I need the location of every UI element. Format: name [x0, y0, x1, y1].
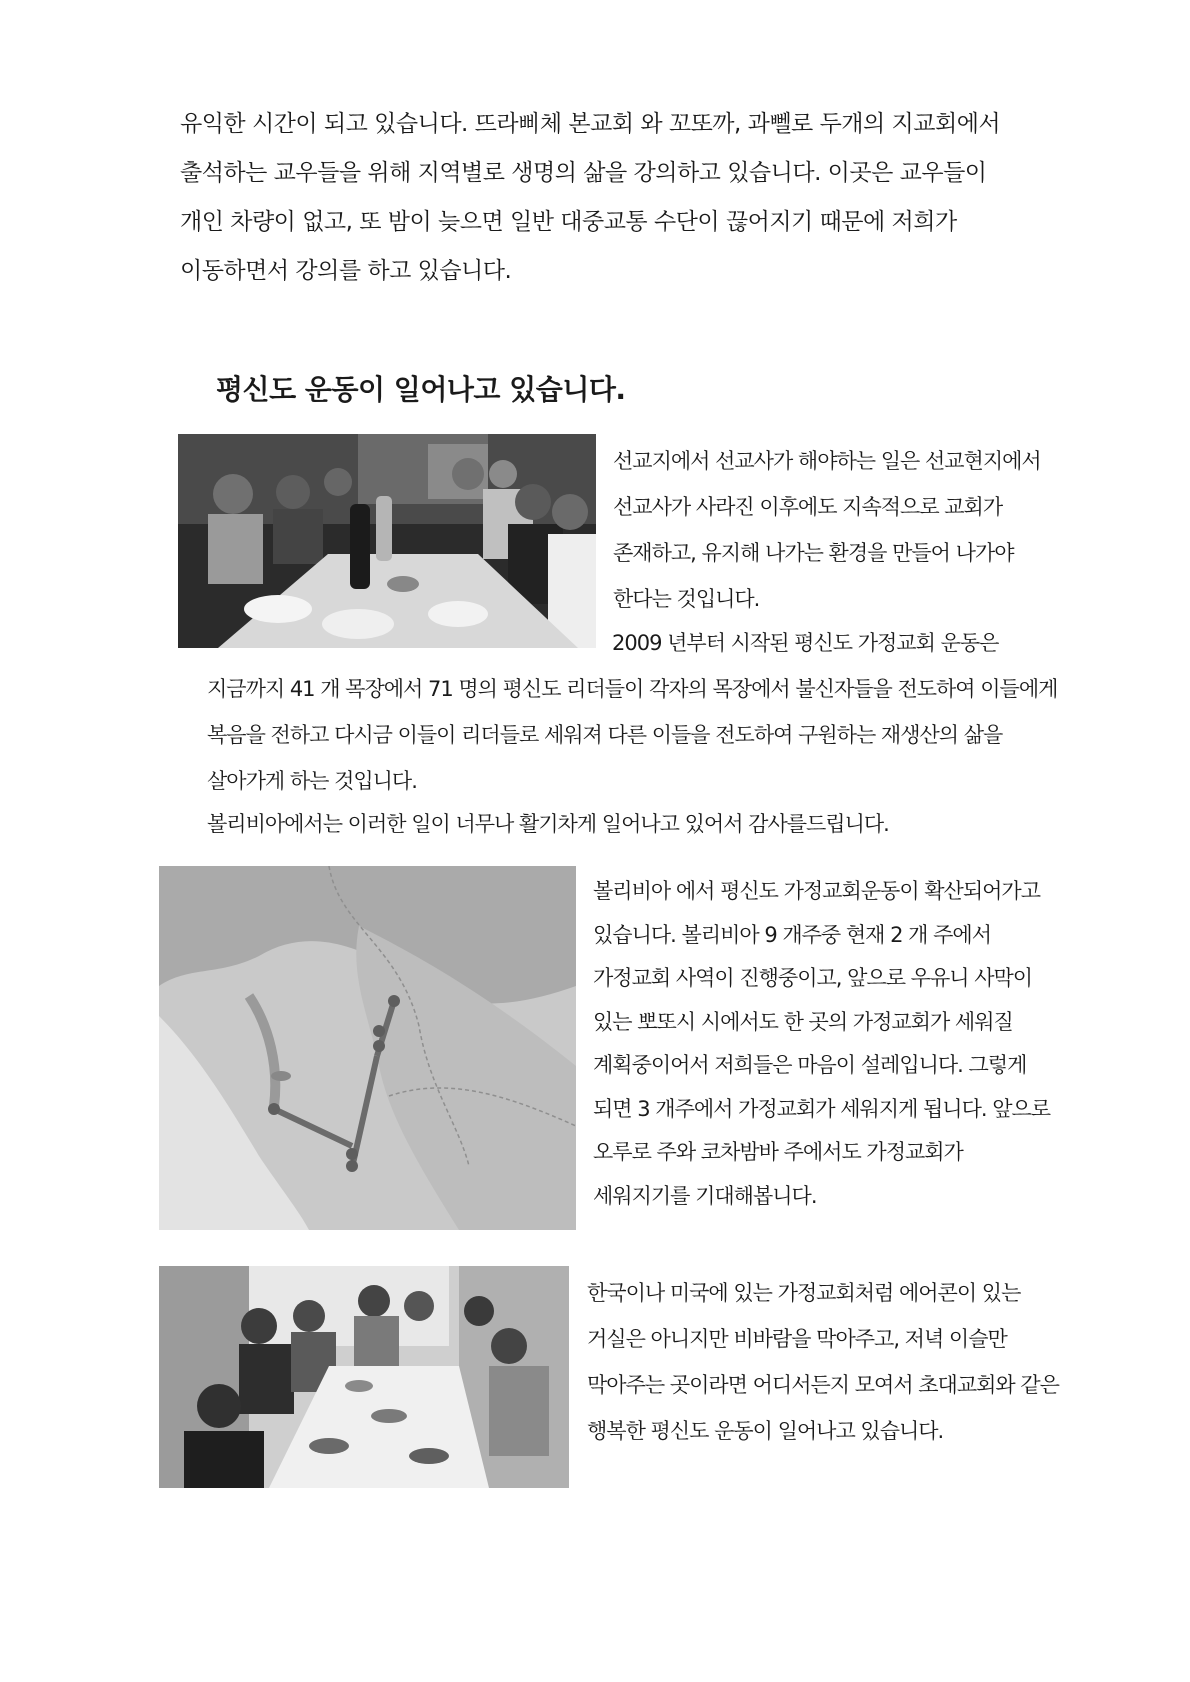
paragraph-line: 2009 년부터 시작된 평신도 가정교회 운동은 — [612, 631, 999, 655]
mission-paragraph — [613, 438, 1041, 622]
paragraph-line: 복음을 전하고 다시금 이들이 리더들로 세워져 다른 이들을 전도하여 구원하는 재생산의 삶을 — [207, 723, 1003, 747]
bolivia-map — [159, 866, 576, 1230]
paragraph-line: 가정교회 사역이 진행중이고, 앞으로 우유니 사막이 — [593, 966, 1033, 990]
paragraph-line: 볼리비아 에서 평신도 가정교회운동이 확산되어가고 — [593, 879, 1040, 903]
paragraph-line: 살아가게 하는 것입니다. — [207, 769, 417, 793]
paragraph-line: 지금까지 41 개 목장에서 71 명의 평신도 리더들이 각자의 목장에서 불신자들을 전도하여 이들에게 — [207, 677, 1058, 701]
thanks-paragraph: 볼리비아에서는 이러한 일이 너무나 활기차게 일어나고 있어서 감사를드립니다. — [207, 812, 889, 836]
paragraph-line: 세워지기를 기대해봅니다. — [593, 1183, 817, 1208]
paragraph-line: 거실은 아니지만 비바람을 막아주고, 저녁 이슬만 — [587, 1327, 1007, 1351]
paragraph-line: 있는 뽀또시 시에서도 한 곳의 가정교회가 세워질 — [593, 1009, 1013, 1034]
paragraph-line: 되면 3 개주에서 가정교회가 세워지게 됩니다. 앞으로 — [593, 1096, 1051, 1121]
paragraph-line: 있습니다. 볼리비아 9 개주중 현재 2 개 주에서 — [593, 922, 991, 947]
paragraph-line: 오루로 주와 코차밤바 주에서도 가정교회가 — [593, 1140, 963, 1164]
paragraph-line: 선교지에서 선교사가 해야하는 일은 선교현지에서 — [613, 449, 1041, 473]
paragraph-line: 선교사가 사라진 이후에도 지속적으로 교회가 — [613, 495, 1003, 519]
map-paragraph — [593, 870, 1050, 1218]
house-church-paragraph — [207, 620, 1057, 804]
paragraph-line: 막아주는 곳이라면 어디서든지 모여서 초대교회와 같은 — [587, 1373, 1059, 1397]
intro-line: 출석하는 교우들을 위해 지역별로 생명의 삶을 강의하고 있습니다. 이곳은 교우들이 — [180, 160, 987, 186]
paragraph-line: 행복한 평신도 운동이 일어나고 있습니다. — [587, 1419, 944, 1443]
paragraph-line: 존재하고, 유지해 나가는 환경을 만들어 나가야 — [613, 541, 1014, 565]
paragraph-line: 한국이나 미국에 있는 가정교회처럼 에어콘이 있는 — [587, 1281, 1021, 1305]
dinner-gathering-photo — [178, 434, 596, 648]
intro-line: 개인 차량이 없고, 또 밤이 늦으면 일반 대중교통 수단이 끊어지기 때문에 저희가 — [180, 209, 957, 235]
intro-paragraph — [180, 100, 1000, 296]
paragraph-line: 계획중이어서 저희들은 마음이 설레입니다. 그렇게 — [593, 1053, 1027, 1077]
intro-line: 이동하면서 강의를 하고 있습니다. — [180, 258, 512, 284]
section-heading: 평신도 운동이 일어나고 있습니다. — [216, 373, 626, 406]
intro-line: 유익한 시간이 되고 있습니다. 뜨라삐체 본교회 와 꼬또까, 과뻴로 두개의 지교회에서 — [180, 111, 1001, 137]
paragraph-line: 한다는 것입니다. — [613, 587, 760, 611]
family-gathering-photo — [159, 1266, 569, 1488]
gathering-paragraph — [587, 1270, 1059, 1454]
